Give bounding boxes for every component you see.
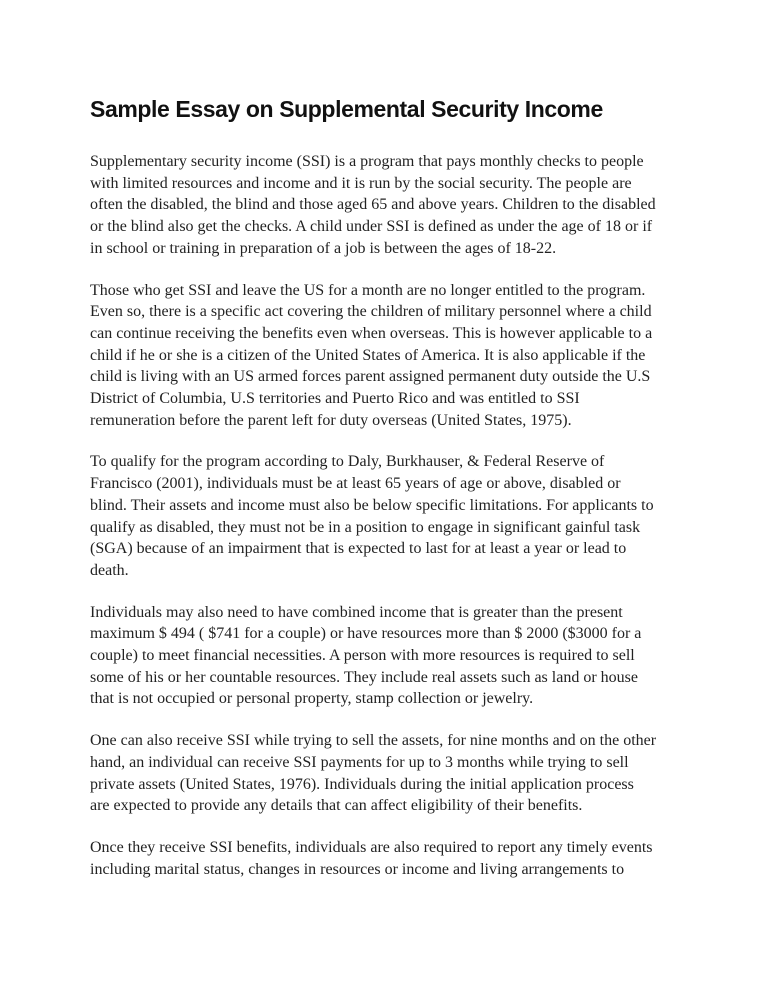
text-line: remuneration before the parent left for duty overseas (United States, 1975).: [90, 411, 572, 429]
text-line: To qualify for the program according to Daly, Burkhauser, & Federal Reserve of: [90, 453, 605, 471]
text-line: Even so, there is a specific act covering the children of military personnel where a child: [90, 303, 652, 321]
text-line: hand, an individual can receive SSI payments for up to 3 months while trying to sell: [90, 753, 629, 771]
text-line: child if he or she is a citizen of the United States of America. It is also applicable if the: [90, 346, 646, 364]
paragraph-6: [90, 837, 690, 880]
text-line: death.: [90, 561, 129, 579]
text-line: Individuals may also need to have combined income that is greater than the present: [90, 603, 623, 621]
paragraph-5: [90, 730, 690, 817]
paragraph-4: [90, 602, 690, 711]
text-line: in school or training in preparation of a job is between the ages of 18-22.: [90, 239, 557, 257]
text-line: Once they receive SSI benefits, individuals are also required to report any timely events: [90, 838, 653, 856]
text-line: with limited resources and income and it is run by the social security. The people are: [90, 174, 632, 192]
text-line: maximum $ 494 ( $741 for a couple) or have resources more than $ 2000 ($3000 for a: [90, 625, 642, 643]
text-line: some of his or her countable resources. They include real assets such as land or house: [90, 668, 638, 686]
text-line: Francisco (2001), individuals must be at least 65 years of age or above, disabled or: [90, 475, 621, 493]
text-line: can continue receiving the benefits even when overseas. This is however applicable to a: [90, 324, 653, 342]
text-line: child is living with an US armed forces parent assigned permanent duty outside the U.S: [90, 368, 651, 386]
text-line: One can also receive SSI while trying to sell the assets, for nine months and on the other: [90, 732, 657, 750]
paragraph-2: [90, 280, 690, 432]
text-line: couple) to meet financial necessities. A person with more resources is required to sell: [90, 647, 635, 665]
text-line: blind. Their assets and income must also be below specific limitations. For applicants to: [90, 496, 654, 514]
text-line: District of Columbia, U.S territories and Puerto Rico and was entitled to SSI: [90, 390, 580, 408]
text-line: private assets (United States, 1976). Individuals during the initial application process: [90, 775, 634, 793]
document-title: Sample Essay on Supplemental Security Income: [90, 96, 603, 122]
document-body: [90, 151, 690, 880]
text-line: Supplementary security income (SSI) is a program that pays monthly checks to people: [90, 153, 644, 170]
document-page: [90, 93, 690, 900]
text-line: often the disabled, the blind and those aged 65 and above years. Children to the disabled: [90, 196, 656, 214]
text-line: Those who get SSI and leave the US for a month are no longer entitled to the program.: [90, 281, 646, 299]
text-line: that is not occupied or personal property, stamp collection or jewelry.: [90, 690, 534, 708]
text-line: including marital status, changes in resources or income and living arrangements to: [90, 860, 625, 878]
paragraph-1: [90, 151, 690, 260]
paragraph-3: [90, 451, 690, 581]
text-line: qualify as disabled, they must not be in a position to engage in significant gainful task: [90, 518, 641, 536]
text-line: or the blind also get the checks. A child under SSI is defined as under the age of 18 or if: [90, 218, 653, 236]
text-line: (SGA) because of an impairment that is expected to last for at least a year or lead to: [90, 540, 627, 558]
text-line: are expected to provide any details that can affect eligibility of their benefits.: [90, 797, 583, 815]
